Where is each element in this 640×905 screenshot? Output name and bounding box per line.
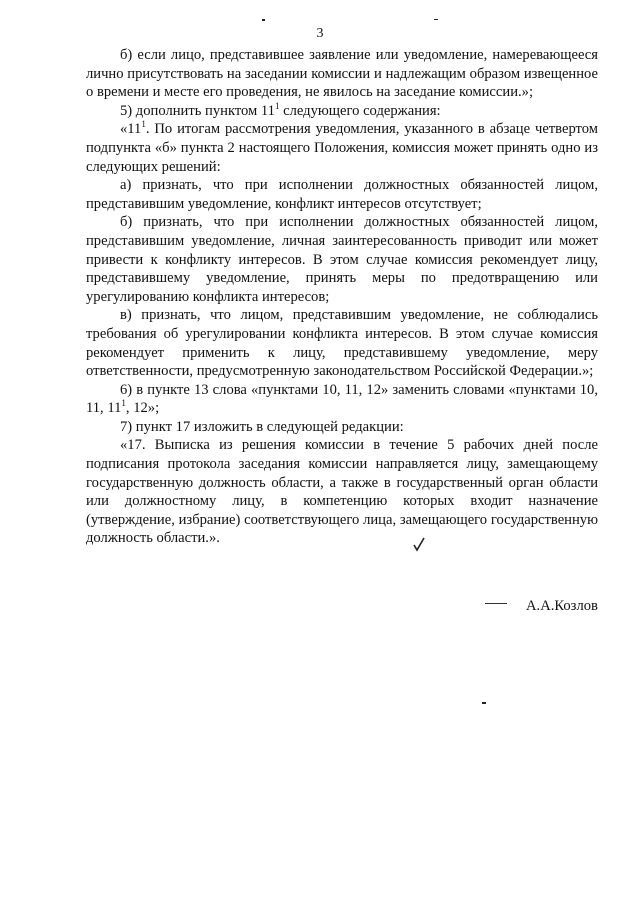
page-number: 3 <box>316 26 324 41</box>
scan-speck <box>434 19 438 20</box>
superscript: 1 <box>274 100 280 111</box>
paragraph-clause-17: «17. Выписка из решения комиссии в течение 5 рабочих дней после подписания протокола заседания комиссии направляется лицу, замещающему государственную должность области, а также в государственный орган области или должностному лицу, в компетенцию которых входит назначение (утверждение, избрание) соответствующего лица, замещающего государственную должность области.». <box>86 437 598 547</box>
paragraph-item-5-text: 5) дополнить пунктом 11 <box>120 102 275 119</box>
document-body <box>86 46 598 548</box>
paragraph-item-6-text: 6) в пункте 13 слова «пунктами 10, 11, 12» заменить словами «пунктами 10, 11, 11 <box>86 381 598 417</box>
paragraph-decision-b: б) признать, что при исполнении должностных обязанностей лицом, представившим уведомление, личная заинтересованность приводит или может привести к конфликту интересов. В этом случае комиссия рекомендует лицу, представившему уведомление, принять меры по предотвращению или урегулированию конфликта интересов; <box>86 214 598 305</box>
handwritten-checkmark <box>412 536 426 552</box>
paragraph-item-7: 7) пункт 17 изложить в следующей редакции: <box>120 418 404 435</box>
superscript: 1 <box>121 398 126 409</box>
clause-11-1-number: «11 <box>120 121 142 138</box>
paragraph-item-5 <box>86 102 598 121</box>
paragraph-item-6 <box>86 381 598 418</box>
paragraph-item-5-text-end: следующего содержания: <box>279 102 441 119</box>
paragraph-item-6-text-end: , 12»; <box>125 400 160 417</box>
signer-name: А.А.Козлов <box>526 598 598 614</box>
paragraph-decision-a: а) признать, что при исполнении должностных обязанностей лицом, представившим уведомление, конфликт интересов отсутствует; <box>86 177 598 212</box>
superscript: 1 <box>141 119 146 130</box>
paragraph-b-absence: б) если лицо, представившее заявление или уведомление, намеревающееся лично присутствовать на заседании комиссии и надлежащим образом извещенное о времени и месте его проведения, не явилось на заседание комиссии.»; <box>86 47 598 101</box>
clause-11-1-text: . По итогам рассмотрения уведомления, указанного в абзаце четвертом подпункта «б» пункта 2 настоящего Положения, комиссия может принять одно из следующих решений: <box>86 121 598 175</box>
paragraph-decision-v: в) признать, что лицом, представившим уведомление, не соблюдались требования об урегулировании конфликта интересов. В этом случае комиссия рекомендует применить к лицу, представившему уведомление, меру ответственности, предусмотренную законодательством Российской Федерации.»; <box>86 307 598 380</box>
signature-line <box>485 603 507 604</box>
scan-speck <box>482 702 486 704</box>
scan-speck <box>262 19 265 21</box>
paragraph-clause-11-1 <box>86 120 598 176</box>
